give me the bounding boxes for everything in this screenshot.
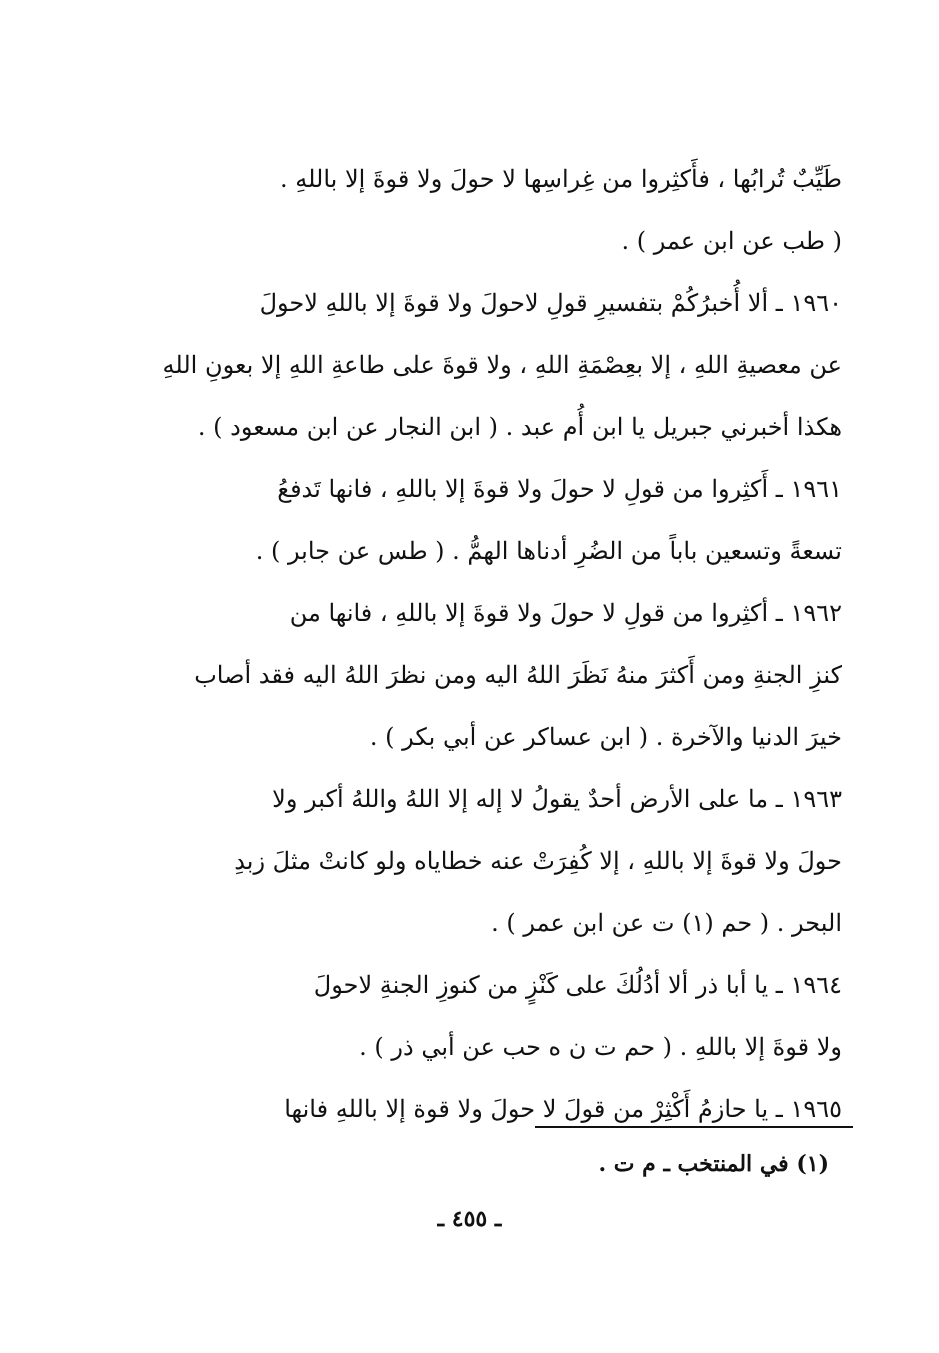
text-line: ( طب عن ابن عمر ) . (621, 227, 842, 255)
text-line: ١٩٦٠ ـ ألا أُخبرُكُمْ بتفسيرِ قولِ لاحولَ ولا قوةَ إلا باللهِ لاحولَ (259, 289, 842, 317)
text-line: ١٩٦١ ـ أَكثِروا من قولِ لا حولَ ولا قوةَ إلا باللهِ ، فانها تَدفعُ (277, 475, 842, 503)
footnote: (١) في المنتخب ـ م ت . (598, 1151, 829, 1177)
text-line: ١٩٦٢ ـ أكثِروا من قولِ لا حولَ ولا قوةَ إلا باللهِ ، فانها من (289, 599, 842, 627)
page-number: ـ ٤٥٥ ـ (437, 1206, 502, 1232)
text-line: كنزِ الجنةِ ومن أَكثرَ منهُ نَظَرَ اللهُ اليه ومن نظرَ اللهُ اليه فقد أصاب (194, 661, 842, 689)
text-line: عن معصيةِ اللهِ ، إلا بعِصْمَةِ اللهِ ، ولا قوةَ على طاعةِ اللهِ إلا بعونِ اللهِ (162, 351, 842, 379)
text-line: خيرَ الدنيا والآخرة . ( ابن عساكر عن أبي بكر ) . (369, 723, 842, 751)
text-line: تسعةً وتسعين باباً من الضُرِ أدناها الهمُّ . ( طس عن جابر ) . (255, 537, 842, 565)
text-line: حولَ ولا قوةَ إلا باللهِ ، إلا كُفِرَتْ عنه خطاياه ولو كانتْ مثلَ زبدِ (234, 847, 842, 875)
text-line: ١٩٦٥ ـ يا حازمُ أَكْثِرْ من قولَ لا حولَ ولا قوة إلا باللهِ فانها (284, 1095, 842, 1123)
text-line: هكذا أخبرني جبريل يا ابن أُم عبد . ( ابن النجار عن ابن مسعود ) . (197, 413, 842, 441)
text-line: ١٩٦٤ ـ يا أبا ذر ألا أدُلُكَ على كَنْزٍ من كنوزِ الجنةِ لاحولَ (313, 971, 842, 999)
text-line: طَيِّبٌ تُرابُها ، فأَكثِروا من غِراسِها لا حولَ ولا قوةَ إلا باللهِ . (279, 165, 842, 193)
main-text (148, 148, 842, 1140)
text-line: ولا قوةَ إلا باللهِ . ( حم ت ن ه حب عن أبي ذر ) . (359, 1033, 842, 1061)
text-line: البحر . ( حم (١) ت عن ابن عمر ) . (491, 909, 842, 937)
footnote-divider (535, 1126, 853, 1128)
text-line: ١٩٦٣ ـ ما على الأرض أحدٌ يقولُ لا إله إلا اللهُ واللهُ أكبر ولا (272, 785, 842, 813)
